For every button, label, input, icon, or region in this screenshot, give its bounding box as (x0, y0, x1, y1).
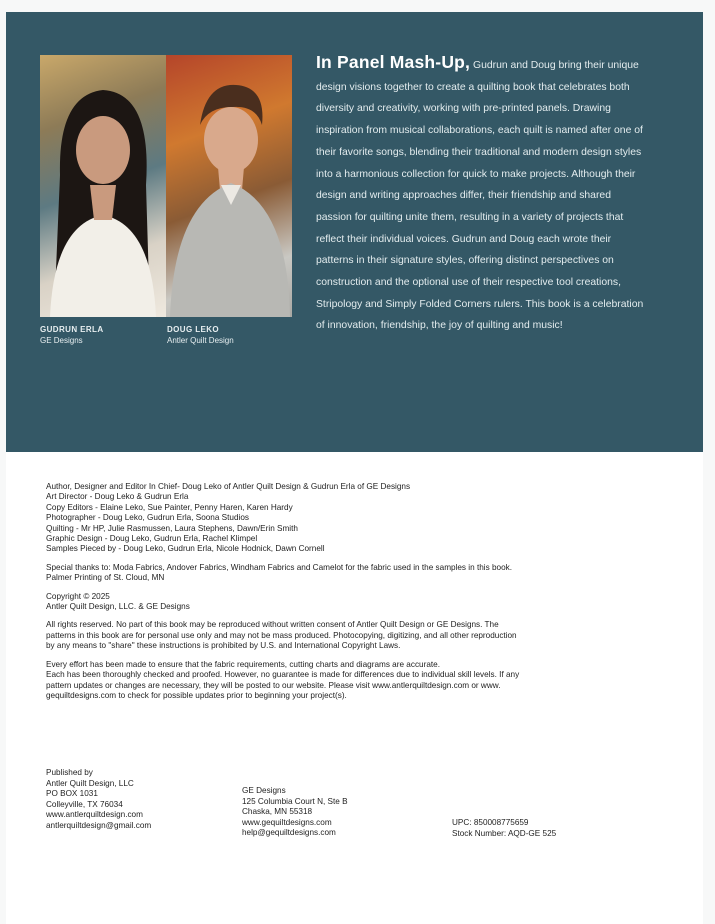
effort-line: gequiltdesigns.com to check for possible updates prior to beginning your project(s). (46, 690, 347, 700)
address-line: PO BOX 1031 (46, 789, 98, 799)
book-blurb (316, 52, 648, 337)
upc-code: UPC: 850008775659 (452, 818, 529, 827)
email-link[interactable]: antlerquiltdesign@gmail.com (46, 820, 152, 830)
credit-line: Photographer - Doug Leko, Gudrun Erla, Soona Studios (46, 513, 249, 523)
rights-line: All rights reserved. No part of this book may be reproduced without written consent of Antler Quilt Design or GE Designs. The (46, 620, 499, 630)
copyright-line: Copyright © 2025 (46, 591, 110, 601)
thanks-line: Palmer Printing of St. Cloud, MN (46, 573, 165, 583)
author-company: GE Designs (40, 336, 83, 345)
credits-section (46, 482, 671, 701)
doug-leko-photo (166, 55, 292, 317)
blurb-body: Gudrun and Doug bring their unique design visions together to create a quilting book that celebrates both diversity and creativity, working with pre-printed panels. Drawing inspiration from musical collaborations, each quilt is named after one of their favorite songs, blending their traditional and modern design styles into a harmonious collection for quick to make projects. Although their design and writing approaches differ, their friendship and shared passion for quilting unite them, resulting in a variety of projects that reflect their individual voices. Gudrun and Doug each wrote their patterns in their signature styles, offering distinct perspectives on construction and the optional use of their respective tool creations, Stripology and Simply Folded Corners rulers. This book is a celebration of innovation, friendship, the joy of quilting and music! (316, 60, 644, 332)
effort-line: pattern updates or changes are necessary, they will be posted to our website. Please visit www.antlerquiltdesign.com or www. (46, 680, 501, 690)
effort-line: Each has been thoroughly checked and proofed. However, no guarantee is made for differences due to individual skill levels. If any (46, 670, 520, 680)
blurb-title: In Panel Mash-Up, (316, 52, 471, 72)
email-link[interactable]: help@gequiltdesigns.com (242, 828, 336, 838)
published-by-heading: Published by (46, 768, 93, 777)
doug-leko-caption (167, 324, 234, 346)
address-line: Colleyville, TX 76034 (46, 799, 123, 809)
credit-line: Copy Editors - Elaine Leko, Sue Painter, Penny Haren, Karen Hardy (46, 502, 293, 512)
author-company: Antler Quilt Design (167, 336, 234, 345)
gudrun-erla-photo (40, 55, 166, 317)
address-line: 125 Columbia Court N, Ste B (242, 796, 348, 806)
stock-number: Stock Number: AQD-GE 525 (452, 828, 557, 838)
address-line: Chaska, MN 55318 (242, 807, 313, 817)
website-link[interactable]: www.gequiltdesigns.com (242, 817, 332, 827)
effort-line: Every effort has been made to ensure that the fabric requirements, cutting charts and diagrams are accurate. (46, 659, 440, 669)
publisher-ge (242, 786, 348, 839)
website-link[interactable]: www.antlerquiltdesign.com (46, 810, 143, 820)
rights-line: by any means to "share" these instructions is prohibited by U.S. and International Copyright Laws. (46, 641, 401, 651)
publisher-antler (46, 768, 151, 832)
thanks-line: Special thanks to: Moda Fabrics, Andover Fabrics, Windham Fabrics and Camelot for the fabric used in the samples in this book. (46, 562, 512, 572)
credit-line: Art Director - Doug Leko & Gudrun Erla (46, 492, 189, 502)
gudrun-erla-caption (40, 324, 104, 346)
credit-line: Quilting - Mr HP, Julie Rasmussen, Laura Stephens, Dawn/Erin Smith (46, 523, 298, 533)
address-line: Antler Quilt Design, LLC (46, 778, 134, 788)
address-line: GE Designs (242, 786, 286, 795)
author-banner (6, 12, 703, 452)
author-name: GUDRUN ERLA (40, 325, 104, 334)
credit-line: Graphic Design - Doug Leko, Gudrun Erla, Rachel Klimpel (46, 534, 258, 544)
page (6, 12, 703, 924)
credit-line: Author, Designer and Editor In Chief- Doug Leko of Antler Quilt Design & Gudrun Erla of GE Designs (46, 482, 411, 491)
author-name: DOUG LEKO (167, 325, 220, 334)
rights-line: patterns in this book are for personal use only and may not be mass produced. Photocopying, digitizing, and all other reproduction (46, 630, 517, 640)
credit-line: Samples Pieced by - Doug Leko, Gudrun Erla, Nicole Hodnick, Dawn Cornell (46, 544, 325, 554)
copyright-line: Antler Quilt Design, LLC. & GE Designs (46, 602, 190, 612)
product-codes (452, 818, 556, 839)
